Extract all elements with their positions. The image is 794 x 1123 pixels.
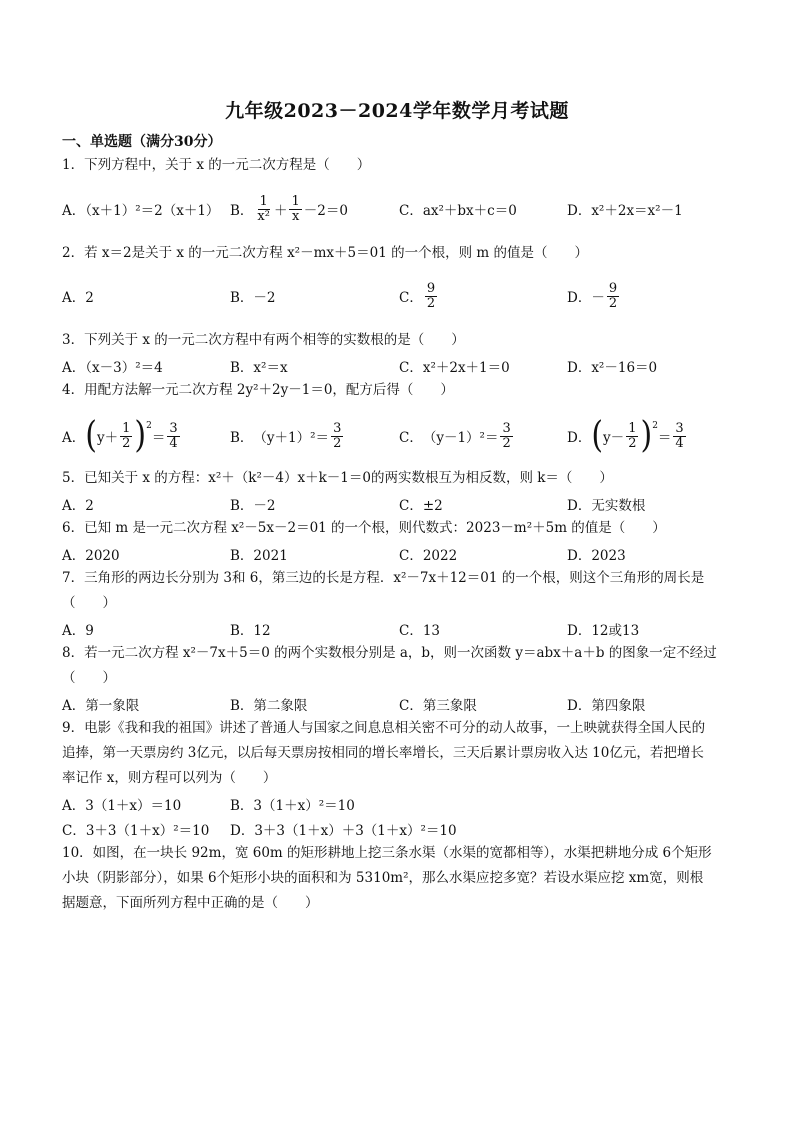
question-9-stem [62, 716, 742, 791]
q7-option-a[interactable]: A．9 [62, 623, 94, 639]
option-letter: B． [230, 430, 254, 446]
numerator: 3 [502, 420, 511, 436]
question-5-options [62, 489, 742, 519]
question-1-options [62, 194, 742, 224]
right-paren: ) [134, 414, 147, 457]
numerator: 9 [426, 280, 436, 296]
question-line: 10．如图，在一块长 92m，宽 60m 的矩形耕地上挖三条水渠（水渠的宽都相等），水渠把耕地分成 6个矩形 [62, 845, 712, 861]
answer-paren: （ ） [62, 670, 116, 686]
fraction [120, 422, 132, 451]
equals-sign: ＝ [151, 430, 166, 446]
q8-option-a[interactable]: A．第一象限 [62, 698, 140, 714]
right-paren: ) [640, 414, 653, 457]
question-4-options [62, 414, 742, 457]
fraction [331, 422, 343, 451]
q9-option-a[interactable]: A．3（1＋x）＝10 [62, 798, 182, 814]
q2-option-d[interactable] [567, 281, 621, 311]
question-6-options [62, 539, 742, 569]
numerator: 1 [628, 420, 637, 436]
q9-option-d[interactable]: D．3＋3（1＋x）＋3（1＋x）²＝10 [230, 823, 457, 839]
question-line: 率记作 x，则方程可以列为（ ） [62, 770, 277, 786]
q3-option-b[interactable]: B．x²＝x [230, 360, 288, 376]
question-line: 小块（阴影部分），如果 6个矩形小块的面积和为 5310m²，那么水渠应挖多宽？若设水渠应挖 xm宽，则根 [62, 870, 704, 886]
denominator: x [291, 208, 300, 224]
question-9-options-row2 [62, 814, 742, 844]
expression: （y＋1）²＝ [253, 430, 330, 446]
q6-option-a[interactable]: A．2020 [62, 548, 120, 564]
question-2-stem: 2．若 x＝2是关于 x 的一元二次方程 x²－mx＋5＝01 的一个根，则 m 的值是（ ） [62, 245, 588, 261]
q6-option-b[interactable]: B．2021 [230, 548, 288, 564]
numerator: 3 [169, 420, 178, 436]
q1-option-a[interactable]: A．（x＋1）²＝2（x＋1） [62, 203, 220, 219]
question-line: 9．电影《我和我的祖国》讲述了普通人与国家之间息息相关密不可分的动人故事，一上映就获得全国人民的 [62, 720, 706, 736]
q2-option-a[interactable]: A．2 [62, 290, 94, 306]
denominator: 2 [502, 435, 511, 451]
q5-option-c[interactable]: C．±2 [399, 498, 443, 514]
q1-option-b[interactable] [230, 194, 348, 224]
question-2-options [62, 281, 742, 311]
denominator: 4 [169, 435, 178, 451]
question-text: 7．三角形的两边长分别为 3和 6，第三边的长是方程．x²－7x＋12＝01 的一个根，则这个三角形的周长是 [62, 570, 705, 586]
question-text: 8．若一元二次方程 x²－7x＋5＝0 的两个实数根分别是 a，b，则一次函数 y＝abx＋a＋b 的图象一定不经过 [62, 645, 717, 661]
q2-option-b[interactable]: B．－2 [230, 290, 276, 306]
q6-option-d[interactable]: D．2023 [567, 548, 626, 564]
expression: （y－1）²＝ [422, 430, 499, 446]
numerator: 1 [291, 193, 300, 209]
denominator: 2 [333, 435, 342, 451]
denominator: 2 [426, 295, 436, 311]
equals-sign: ＝ [657, 430, 672, 446]
q1-option-d[interactable]: D．x²＋2x＝x²－1 [567, 203, 683, 219]
question-5-stem: 5．已知关于 x 的方程：x²＋（k²－4）x＋k－1＝0的两实数根互为相反数，则 k＝（ ） [62, 470, 613, 486]
option-letter: A． [62, 430, 86, 446]
expression: y－ [603, 430, 625, 446]
numerator: 1 [122, 420, 131, 436]
q5-option-d[interactable]: D．无实数根 [567, 498, 646, 514]
q4-option-b[interactable] [230, 418, 345, 454]
plus-sign: ＋ [273, 203, 288, 219]
q9-option-c[interactable]: C．3＋3（1＋x）²＝10 [62, 823, 210, 839]
question-10-stem [62, 841, 742, 916]
question-line: 据题意，下面所列方程中正确的是（ ） [62, 895, 319, 911]
q3-option-a[interactable]: A．（x－3）²＝4 [62, 360, 163, 376]
fraction [500, 422, 512, 451]
fraction [673, 422, 685, 451]
exponent: 2 [652, 421, 658, 431]
denominator: 2 [122, 435, 131, 451]
denominator: 2 [608, 295, 618, 311]
expression-tail: －2＝0 [303, 203, 348, 219]
left-paren: ( [591, 414, 604, 457]
q7-option-d[interactable]: D．12或13 [567, 623, 640, 639]
question-3-options [62, 351, 742, 381]
question-8-options [62, 689, 742, 719]
q3-option-d[interactable]: D．x²－16＝0 [567, 360, 658, 376]
denominator: x² [257, 208, 270, 224]
question-1-stem: 1．下列方程中，关于 x 的一元二次方程是（ ） [62, 157, 371, 173]
option-letter: C． [399, 290, 423, 306]
fraction [289, 195, 301, 224]
exponent: 2 [146, 421, 152, 431]
section-heading: 一、单选题（满分30分） [62, 134, 222, 150]
option-letter: B． [230, 203, 254, 219]
q8-option-c[interactable]: C．第三象限 [399, 698, 477, 714]
fraction [607, 282, 619, 311]
q4-option-a[interactable] [62, 414, 182, 457]
question-line: 追捧，第一天票房约 3亿元，以后每天票房按相同的增长率增长，三天后累计票房收入达 10亿元，若把增长 [62, 745, 704, 761]
question-3-stem: 3．下列关于 x 的一元二次方程中有两个相等的实数根的是（ ） [62, 332, 465, 348]
answer-paren: （ ） [62, 595, 116, 611]
q4-option-c[interactable] [399, 418, 515, 454]
q2-option-c[interactable] [399, 281, 439, 311]
q6-option-c[interactable]: C．2022 [399, 548, 458, 564]
numerator: 3 [675, 420, 684, 436]
q8-option-b[interactable]: B．第二象限 [230, 698, 308, 714]
question-7-options [62, 614, 742, 644]
q1-option-c[interactable]: C．ax²＋bx＋c＝0 [399, 203, 517, 219]
question-8-stem [62, 641, 742, 691]
exam-title: 九年级2023－2024学年数学月考试题 [225, 100, 569, 122]
q5-option-b[interactable]: B．－2 [230, 498, 276, 514]
question-6-stem: 6．已知 m 是一元二次方程 x²－5x－2＝01 的一个根，则代数式：2023－m²＋5m 的值是（ ） [62, 520, 666, 536]
q3-option-c[interactable]: C．x²＋2x＋1＝0 [399, 360, 510, 376]
numerator: 9 [608, 280, 618, 296]
q9-option-b[interactable]: B．3（1＋x）²＝10 [230, 798, 355, 814]
denominator: 2 [628, 435, 637, 451]
question-7-stem [62, 566, 742, 616]
question-4-stem: 4．用配方法解一元二次方程 2y²＋2y－1＝0，配方后得（ ） [62, 382, 454, 398]
q5-option-a[interactable]: A．2 [62, 498, 94, 514]
option-letter: C． [399, 430, 423, 446]
option-letter: D．－ [567, 290, 605, 306]
option-letter: D． [567, 430, 592, 446]
q4-option-d[interactable] [567, 414, 688, 457]
q7-option-b[interactable]: B．12 [230, 623, 271, 639]
fraction [626, 422, 638, 451]
left-paren: ( [85, 414, 97, 457]
fraction [167, 422, 179, 451]
q7-option-c[interactable]: C．13 [399, 623, 441, 639]
expression: y＋ [96, 430, 119, 446]
fraction [425, 282, 437, 311]
numerator: 1 [259, 193, 268, 209]
denominator: 4 [675, 435, 684, 451]
q8-option-d[interactable]: D．第四象限 [567, 698, 646, 714]
numerator: 3 [333, 420, 342, 436]
fraction [255, 195, 272, 224]
